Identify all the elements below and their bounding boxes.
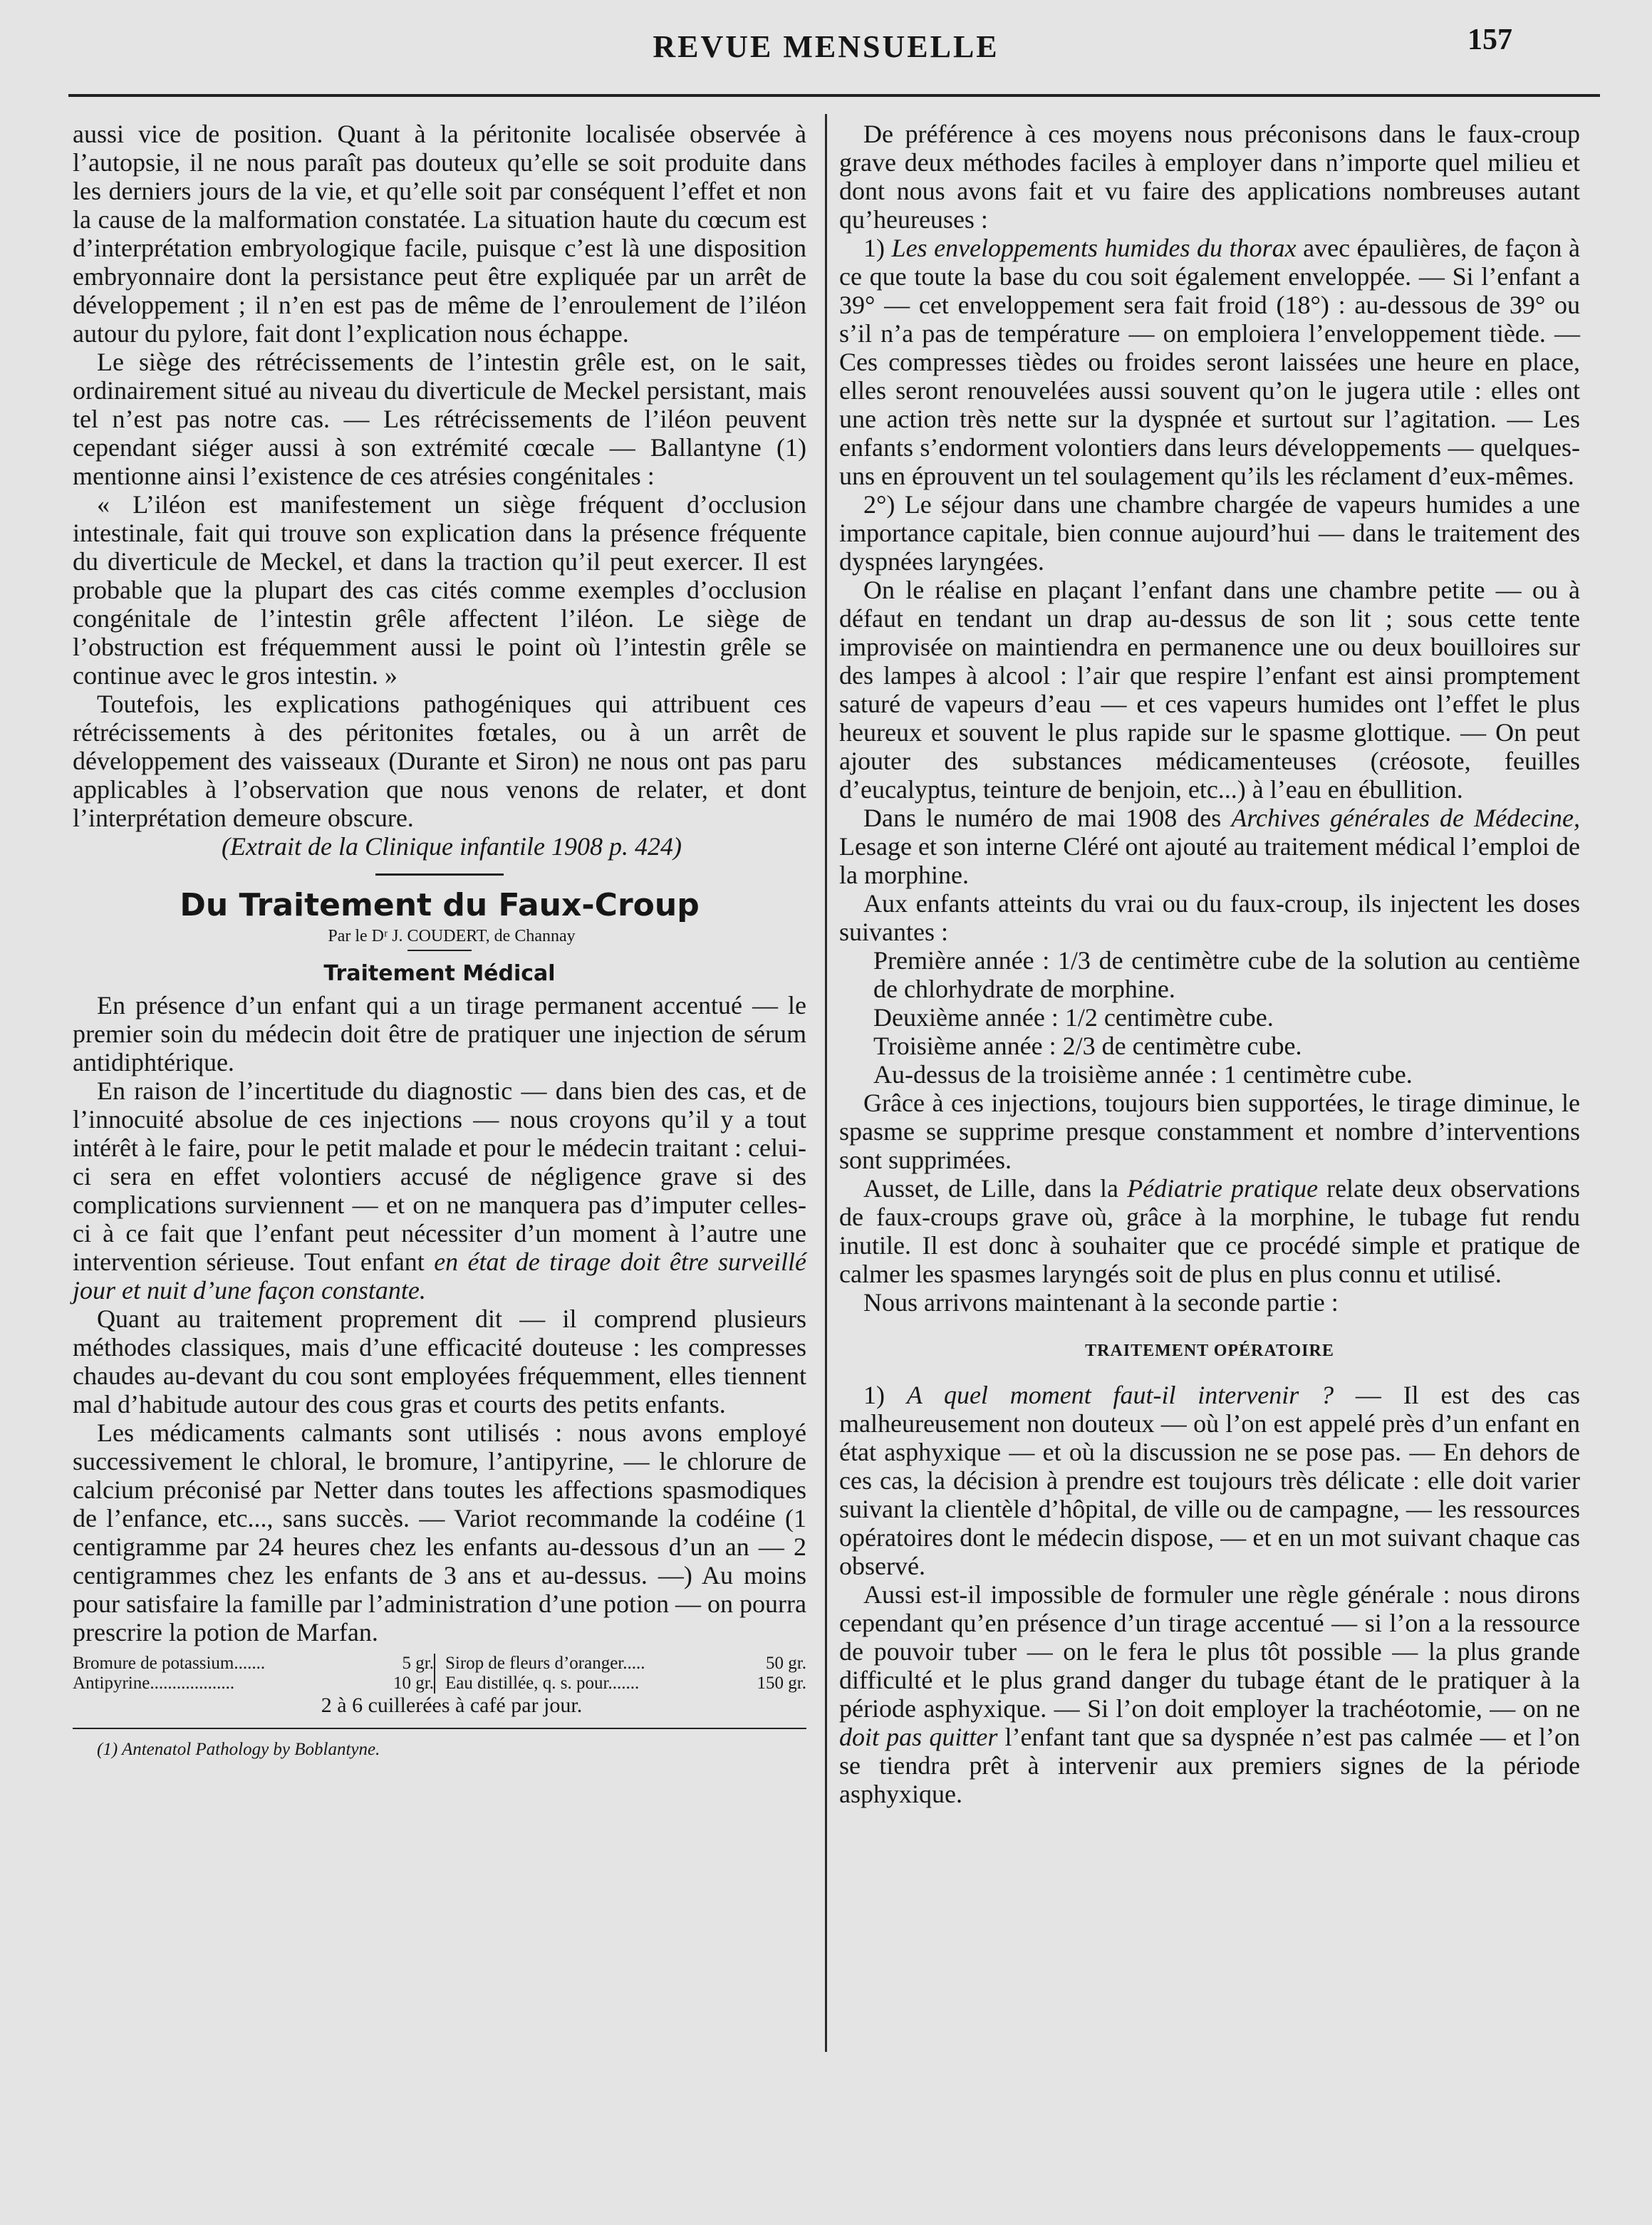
method-item-1 xyxy=(839,234,1580,490)
emphasis-text: Archives générales de Médecine, xyxy=(1231,804,1581,832)
paragraph: Grâce à ces injections, toujours bien supportées, le tirage diminue, le spasme se supprime presque constamment et nombre d’interventions sont supprimées. xyxy=(839,1089,1580,1174)
running-header-title: REVUE MENSUELLE xyxy=(653,29,999,64)
quote-paragraph: « L’iléon est manifestement un siège fréquent d’occlusion intestinale, fait qui trouve son explication dans la présence fréquente du diverticule de Meckel, et dans la traction qu’il peut exercer. Il est probable que la plupart des cas cités comme exemples d’occlusion congénitale de l’intestin grêle affectent l’iléon. Le siège de l’obstruction est fréquemment aussi le point où l’intestin grêle se continue avec le gros intestin. » xyxy=(73,490,806,690)
emphasis-text: doit pas quitter xyxy=(839,1723,998,1751)
ingredient-quantity: 10 gr. xyxy=(393,1674,434,1693)
paragraph: Quant au traitement proprement dit — il comprend plusieurs méthodes classiques, mais d’une efficacité douteuse : les compresses chaudes au-devant du cou sont employées fréquemment, elles tiennent mal d’habitude autour des cous gras et courts des petits enfants. xyxy=(73,1305,806,1418)
ingredient-quantity: 50 gr. xyxy=(766,1654,806,1673)
column-divider xyxy=(825,114,827,2052)
paragraph-text: avec épaulières, de façon à ce que toute la base du cou soit également enveloppée. — Si l’enfant a 39° — cet enveloppement sera fait froid (18°) : au-dessous de 39° ou s’il n’a pas de température — on emploiera l’enveloppement tiède. — Ces compresses tièdes ou froides seront laissées une heure en place, elles seront renouvelées aussi souvent qu’on le jugera utile : elles ont une action très nette sur la dyspnée et surtout sur l’agitation. — Les enfants s’endorment volontiers dans leurs développements — quelques-uns en éprouvent un tel soulagement qu’ils les réclament d’eux-mêmes. xyxy=(839,234,1581,490)
paragraph: Les médicaments calmants sont utilisés : nous avons employé successivement le chloral, le bromure, l’antipyrine, — le chlorure de calcium préconisé par Netter dans toutes les affections spasmodiques de l’enfance, etc..., sans succès. — Variot recommande la codéine (1 centigramme par 24 heures chez les enfants au-dessous d’un an — 2 centigrammes chez les enfants de 3 ans et au-dessus. —) Au moins pour satisfaire la famille par l’administration d’une potion — on pourra prescrire la potion de Marfan. xyxy=(73,1418,806,1646)
emphasis-text: Les enveloppements humides du thorax xyxy=(891,234,1297,262)
page-number: 157 xyxy=(1467,24,1512,56)
dose-line: Au-dessus de la troisième année : 1 centimètre cube. xyxy=(873,1060,1413,1089)
ingredient-quantity: 150 gr. xyxy=(757,1674,806,1693)
section-title: TRAITEMENT OPÉRATOIRE xyxy=(1085,1342,1334,1360)
paragraph-text: l’enfant tant que sa dyspnée n’est pas calmée — et l’on se tiendra prêt à intervenir aux premiers signes de la période asphyxique. xyxy=(839,1723,1580,1808)
paragraph xyxy=(839,1381,1580,1580)
paragraph xyxy=(839,1580,1580,1808)
paragraph-text: Ausset, de Lille, dans la xyxy=(863,1174,1119,1203)
header-rule xyxy=(68,94,1600,97)
paragraph: Nous arrivons maintenant à la seconde partie : xyxy=(863,1288,1339,1317)
paragraph: Toutefois, les explications pathogéniques qui attribuent ces rétrécissements à des péritonites fœtales, ou à un arrêt de développement des vaisseaux (Durante et Siron) ne nous ont pas paru applicables à l’observation que nous venons de relater, et dont l’interprétation demeure obscure. xyxy=(73,690,806,832)
method-item-2: 2°) Le séjour dans une chambre chargée de vapeurs humides a une importance capitale, bien connue aujourd’hui — dans le traitement des dyspnées laryngées. xyxy=(839,490,1580,576)
ingredient-name: Sirop de fleurs d’oranger..... xyxy=(445,1654,645,1673)
item-number: 1) xyxy=(863,1381,885,1409)
paragraph: De préférence à ces moyens nous préconisons dans le faux-croup grave deux méthodes faciles à employer dans n’importe quel milieu et dont nous avons fait et vu faire des applications nombreuses autant qu’heureuses : xyxy=(839,120,1580,234)
paragraph: On le réalise en plaçant l’enfant dans une chambre petite — ou à défaut en tendant un drap au-dessus de son lit ; sous cette tente improvisée on maintiendra en permanence une ou deux bouilloires sur des lampes à alcool : l’air que respire l’enfant est ainsi promptement saturé de vapeurs d’eau — et ces vapeurs humides ont l’effet le plus heureux et souvent le plus rapide sur le spasme glottique. — On peut ajouter des substances médicamenteuses (créosote, feuilles d’eucalyptus, teinture de benjoin, etc...) à l’eau en ébullition. xyxy=(839,576,1580,804)
dose-line: Troisième année : 2/3 de centimètre cube. xyxy=(873,1032,1302,1060)
prescription-line xyxy=(445,1654,806,1674)
left-column xyxy=(73,120,806,1760)
dose-line: Deuxième année : 1/2 centimètre cube. xyxy=(873,1003,1274,1032)
ingredient-quantity: 5 gr. xyxy=(402,1654,434,1673)
source-citation: (Extrait de la Clinique infantile 1908 p. 424) xyxy=(222,832,682,861)
paragraph-text: Dans le numéro de mai 1908 des xyxy=(863,804,1222,832)
prescription-line xyxy=(73,1654,434,1674)
prescription-right-column xyxy=(434,1654,806,1694)
emphasis-text: Pédiatrie pratique xyxy=(1127,1174,1319,1203)
paragraph: Aux enfants atteints du vrai ou du faux-croup, ils injectent les doses suivantes : xyxy=(839,889,1580,946)
paragraph xyxy=(839,804,1580,889)
paragraph: aussi vice de position. Quant à la péritonite localisée observée à l’autopsie, il ne nous paraît pas douteux qu’elle se soit produite dans les derniers jours de la vie, et qu’elle soit par conséquent l’effet et non la cause de la malformation constatée. La situation haute du cœcum est d’interprétation embryologique facile, puisque c’est là une disposition embryonnaire dont la persistance peut être expliquée par un arrêt de développement ; il n’en est pas de même de l’enroulement de l’iléon autour du pylore, fait dont l’explication nous échappe. xyxy=(73,120,806,348)
ingredient-name: Antipyrine................... xyxy=(73,1674,235,1693)
article-title: Du Traitement du Faux-Croup xyxy=(180,887,700,923)
byline-separator xyxy=(407,950,472,951)
paragraph xyxy=(839,1174,1580,1288)
section-separator xyxy=(375,873,504,876)
prescription-line xyxy=(73,1674,434,1694)
footnote: (1) Antenatol Pathology by Boblantyne. xyxy=(97,1740,380,1759)
ingredient-name: Bromure de potassium....... xyxy=(73,1654,266,1673)
prescription-line xyxy=(445,1674,806,1694)
paragraph: Le siège des rétrécissements de l’intestin grêle est, on le sait, ordinairement situé au niveau du diverticule de Meckel persistant, mais tel n’est pas notre cas. — Les rétrécissements de l’iléon peuvent cependant siéger aussi à son extrémité cœcale — Ballantyne (1) mentionne ainsi l’existence de ces atrésies congénitales : xyxy=(73,348,806,490)
section-title: Traitement Médical xyxy=(323,961,556,986)
dose-line: Première année : 1/3 de centimètre cube de la solution au centième de chlorhydrate de morphine. xyxy=(873,946,1580,1003)
paragraph: En présence d’un enfant qui a un tirage permanent accentué — le premier soin du médecin doit être de pratiquer une injection de sérum antidiphtérique. xyxy=(73,991,806,1077)
paragraph-text: En raison de l’incertitude du diagnostic — dans bien des cas, et de l’innocuité absolue de ces injections — nous croyons qu’il y a tout intérêt à le faire, pour le petit malade et pour le médecin traitant : celui-ci sera en effet volontiers accusé de négligence grave si des complications surviennent — et on ne manquera pas d’imputer celles-ci à ce fait que l’enfant peut nécessiter d’un moment à l’autre une intervention sérieuse. Tout enfant xyxy=(73,1077,806,1276)
emphasis-text: en état de tirage doit être surveillé jour et nuit d’une façon constante. xyxy=(73,1248,807,1305)
prescription-dosage: 2 à 6 cuillerées à café par jour. xyxy=(321,1694,583,1717)
paragraph-text: — Il est des cas malheureusement non douteux — où l’on est appelé près d’un enfant en état asphyxique — et où la discussion ne se pose pas. — En dehors de ces cas, la décision à prendre est toujours très délicate : elle doit varier suivant la clientèle d’hôpital, de ville ou de campagne, — les ressources opératoires dont le médecin dispose, — et en un mot suivant chaque cas observé. xyxy=(839,1381,1581,1580)
ingredient-name: Eau distillée, q. s. pour....... xyxy=(445,1674,640,1693)
paragraph-text: Lesage et son interne Cléré ont ajouté au traitement médical l’emploi de la morphine. xyxy=(839,832,1580,889)
item-number: 1) xyxy=(863,234,885,262)
right-column xyxy=(839,120,1580,1808)
prescription xyxy=(73,1654,806,1694)
paragraph-text: relate deux observations de faux-croups grave où, grâce à la morphine, le tubage fut rendu inutile. Il est donc à souhaiter que ce procédé simple et pratique de calmer les spasmes laryngés soit de plus en plus connu et utilisé. xyxy=(839,1174,1581,1288)
article-byline: Par le Dʳ J. COUDERT, de Channay xyxy=(328,927,576,945)
emphasis-text: A quel moment faut-il intervenir ? xyxy=(906,1381,1334,1409)
footnote-rule xyxy=(73,1728,806,1729)
paragraph-text: Aussi est-il impossible de formuler une règle générale : nous dirons cependant qu’en présence d’un tirage accentué — si l’on a la ressource de pouvoir tuber — on le fera le plus tôt possible — la plus grande difficulté et le plus grand danger du tubage étant de le pratiquer à la période asphyxique. — Si l’on doit employer la trachéotomie, — on ne xyxy=(839,1580,1580,1723)
paragraph xyxy=(73,1077,806,1305)
prescription-left-column xyxy=(73,1654,434,1694)
